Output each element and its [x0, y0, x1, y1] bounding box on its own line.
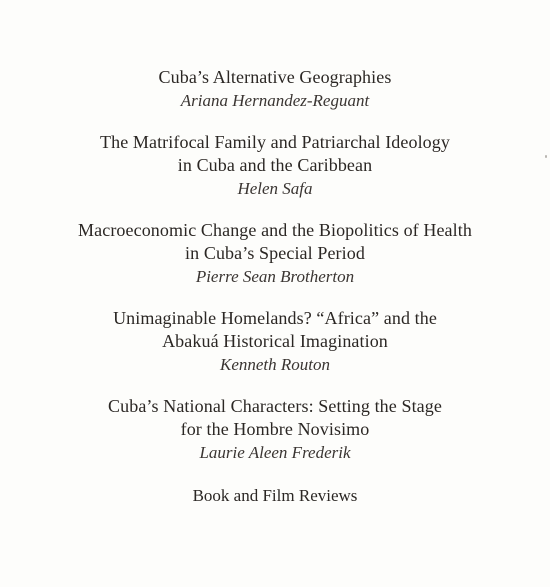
contents-entry	[0, 307, 550, 376]
paper-speck	[545, 155, 547, 158]
contents-entry	[0, 219, 550, 288]
table-of-contents	[0, 66, 550, 507]
entry-title: Cuba’s National Characters: Setting the Stage	[108, 396, 442, 416]
entry-title-continued: Abakuá Historical Imagination	[162, 331, 388, 351]
entry-author: Kenneth Routon	[219, 355, 330, 374]
entry-author: Ariana Hernandez-Reguant	[180, 91, 370, 110]
contents-entry	[0, 66, 550, 112]
contents-entry	[0, 395, 550, 464]
entry-title: Unimaginable Homelands? “Africa” and the	[113, 308, 437, 328]
entry-title: Cuba’s Alternative Geographies	[158, 67, 392, 87]
entry-title-continued: in Cuba and the Caribbean	[177, 155, 373, 175]
contents-entry	[0, 131, 550, 200]
reviews-section-label: Book and Film Reviews	[192, 486, 358, 505]
entry-author: Pierre Sean Brotherton	[195, 267, 355, 286]
entry-author: Laurie Aleen Frederik	[199, 443, 351, 462]
entry-title: The Matrifocal Family and Patriarchal Ideology	[100, 132, 450, 152]
entry-title: Macroeconomic Change and the Biopolitics of Health	[78, 220, 472, 240]
entry-author: Helen Safa	[237, 179, 313, 198]
entry-title-continued: for the Hombre Novisimo	[180, 419, 370, 439]
entry-title-continued: in Cuba’s Special Period	[185, 243, 365, 263]
